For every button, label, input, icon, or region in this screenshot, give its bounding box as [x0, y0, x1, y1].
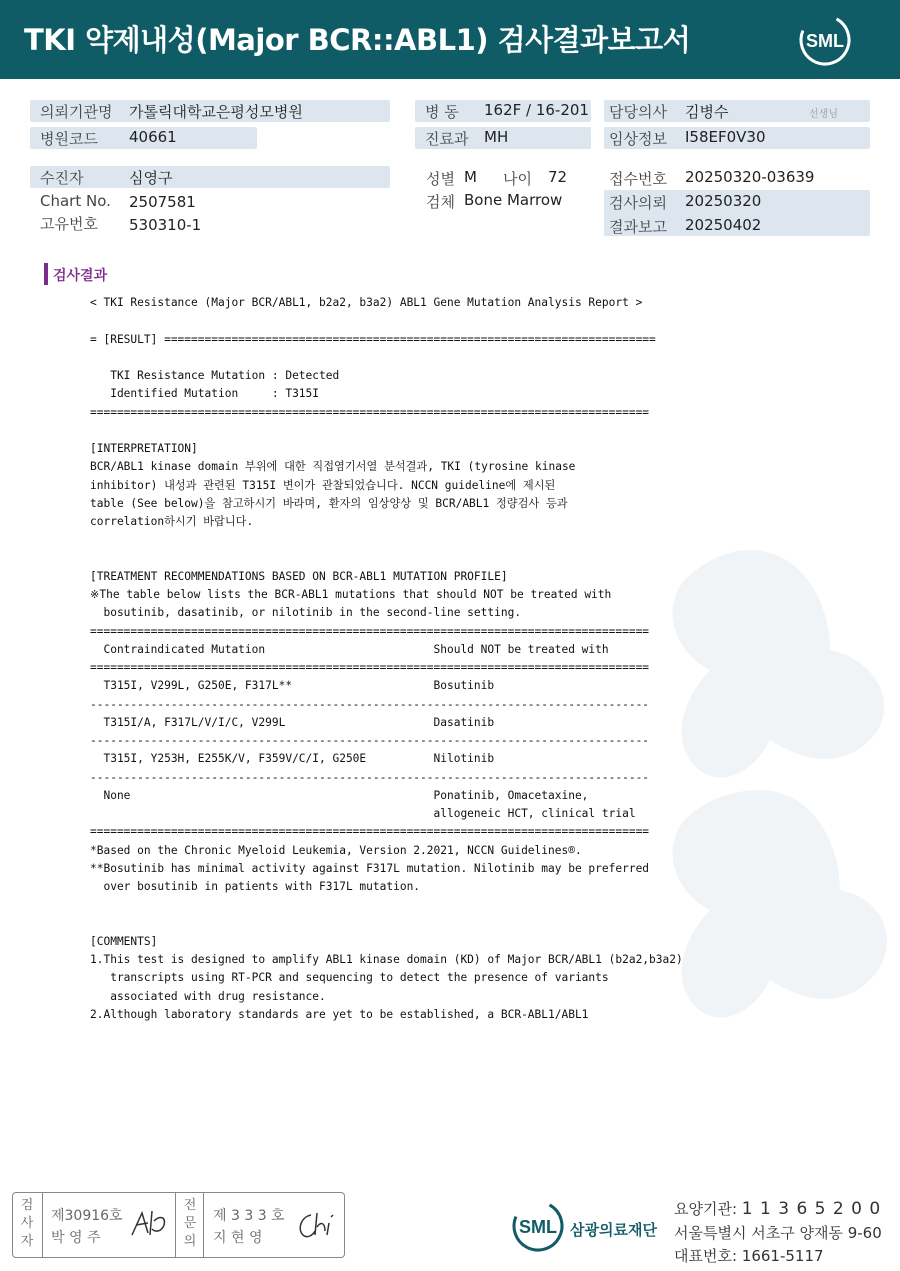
organization-name: 삼광의료재단: [570, 1221, 657, 1239]
report-line: -----------------------------------------------------------------------------------: [90, 697, 650, 711]
doctor-label: 담당의사: [609, 103, 667, 121]
phone-line: [674, 1245, 824, 1266]
report-line: transcripts using RT-PCR and sequencing to detect the presence of variants: [90, 971, 609, 985]
report-line: [90, 550, 690, 568]
report-line: ===================================================================================: [90, 405, 650, 419]
report-line: associated with drug resistance.: [90, 989, 326, 1003]
sex-label: 성별: [426, 170, 455, 188]
care-code-value: 1 1 3 6 5 2 0 0: [741, 1199, 882, 1219]
report-line: None Ponatinib, Omacetaxine,: [90, 788, 589, 802]
report-line: 2.Although laboratory standards are yet to be established, a BCR-ABL1/ABL1: [90, 1007, 589, 1021]
report-line: inhibitor) 내성과 관련된 T315I 변이가 관찰되었습니다. NCCN guideline에 제시된: [90, 478, 556, 492]
report-line: = [RESULT] =========================================================================: [90, 332, 656, 346]
svg-text:SML: SML: [806, 31, 844, 51]
clinical-info-label: 임상정보: [609, 130, 667, 148]
report-line: [INTERPRETATION]: [90, 442, 198, 455]
result-report-label: 결과보고: [609, 218, 667, 236]
report-line: [TREATMENT RECOMMENDATIONS BASED ON BCR-ABL1 MUTATION PROFILE]: [90, 569, 508, 583]
examiner-signature-icon: [128, 1207, 170, 1241]
doctor-suffix: 선생님: [809, 109, 838, 120]
chart-no-value: 2507581: [129, 193, 196, 211]
section-accent-bar: [44, 263, 48, 285]
requesting-institution-value: 가톨릭대학교은평성모병원: [129, 103, 303, 121]
care-code-line: [674, 1198, 881, 1219]
report-title: TKI 약제내성(Major BCR::ABL1) 검사결과보고서: [24, 23, 691, 57]
age-value: 72: [548, 168, 568, 186]
report-line: ===================================================================================: [90, 661, 650, 674]
report-line: ===================================================================================: [90, 624, 650, 638]
report-line: [90, 915, 690, 933]
report-line: [90, 349, 690, 367]
department-value: MH: [484, 128, 509, 146]
report-line: ===================================================================================: [90, 825, 650, 839]
result-report-value: 20250402: [685, 216, 762, 234]
hospital-code-value: 40661: [129, 128, 177, 146]
hospital-code-label: 병원코드: [40, 130, 98, 148]
report-line: Identified Mutation : T315I: [90, 387, 320, 401]
report-body: [90, 294, 690, 1024]
age-label: 나이: [503, 170, 532, 188]
test-request-value: 20250320: [685, 192, 762, 210]
report-line: [90, 896, 690, 914]
specimen-label: 검체: [426, 193, 455, 211]
sml-logo-icon: [797, 12, 853, 68]
clinical-info-value: I58EF0V30: [685, 128, 766, 146]
report-line: BCR/ABL1 kinase domain 부위에 대한 직접염기서열 분석결과, TKI (tyrosine kinase: [90, 460, 576, 474]
report-line: T315I, V299L, G250E, F317L** Bosutinib: [90, 679, 495, 693]
report-line: < TKI Resistance (Major BCR/ABL1, b2a2, b3a2) ABL1 Gene Mutation Analysis Report >: [90, 296, 643, 309]
report-line: T315I/A, F317L/V/I/C, V299L Dasatinib: [90, 715, 495, 729]
specialist-label: 전 문 의: [183, 1198, 197, 1249]
report-line: [90, 531, 690, 549]
report-line: T315I, Y253H, E255K/V, F359V/C/I, G250E Nilotinib: [90, 752, 495, 766]
signature-box: [12, 1192, 345, 1258]
section-title: 검사결과: [53, 268, 108, 284]
specialist-license: 제 3 3 3 호: [213, 1208, 285, 1224]
patient-label: 수진자: [40, 169, 84, 187]
report-header: [0, 0, 900, 79]
svg-text:SML: SML: [519, 1217, 557, 1237]
ward-value: 162F / 16-201: [484, 101, 589, 119]
examiner-name: 박 영 주: [51, 1230, 101, 1246]
department-label: 진료과: [425, 130, 469, 148]
report-line: bosutinib, dasatinib, or nilotinib in the second-line setting.: [90, 606, 522, 620]
unique-no-label: 고유번호: [40, 215, 98, 233]
report-line: table (See below)을 참고하시기 바라며, 환자의 임상양상 및 BCR/ABL1 정량검사 등과: [90, 496, 568, 510]
receipt-no-value: 20250320-03639: [685, 168, 815, 186]
examiner-label: 검 사 자: [20, 1198, 34, 1249]
requesting-institution-label: 의뢰기관명: [40, 103, 113, 121]
ward-label: 병 동: [425, 103, 459, 121]
sml-footer-logo-icon: [510, 1198, 566, 1254]
examiner-license: 제30916호: [51, 1208, 123, 1224]
report-line: *Based on the Chronic Myeloid Leukemia, Version 2.2021, NCCN Guidelines®.: [90, 843, 582, 857]
care-code-label: 요양기관:: [674, 1200, 738, 1218]
report-line: allogeneic HCT, clinical trial: [90, 807, 636, 820]
report-line: [90, 312, 690, 330]
report-line: -----------------------------------------------------------------------------------: [90, 734, 650, 747]
patient-value: 심영구: [129, 169, 173, 187]
specimen-value: Bone Marrow: [464, 191, 563, 209]
report-line: TKI Resistance Mutation : Detected: [90, 369, 340, 382]
report-line: Contraindicated Mutation Should NOT be treated with: [90, 642, 609, 656]
chart-no-label: Chart No.: [40, 192, 111, 210]
address: 서울특별시 서초구 양재동 9-60: [674, 1224, 882, 1242]
report-line: over bosutinib in patients with F317L mutation.: [90, 880, 421, 893]
unique-no-value: 530310-1: [129, 216, 202, 234]
report-line: [COMMENTS]: [90, 934, 158, 948]
report-line: 1.This test is designed to amplify ABL1 kinase domain (KD) of Major BCR/ABL1 (b2a2,b3a2): [90, 953, 683, 966]
phone-label: 대표번호:: [674, 1247, 738, 1265]
receipt-no-label: 접수번호: [609, 170, 667, 188]
specialist-signature-icon: [295, 1209, 339, 1241]
report-line: correlation하시기 바랍니다.: [90, 515, 254, 528]
report-line: [90, 422, 690, 440]
report-line: **Bosutinib has minimal activity against F317L mutation. Nilotinib may be preferred: [90, 861, 650, 875]
doctor-value: 김병수: [685, 103, 729, 121]
test-request-label: 검사의뢰: [609, 194, 667, 212]
phone-value: 1661-5117: [741, 1247, 824, 1265]
report-line: ※The table below lists the BCR-ABL1 mutations that should NOT be treated with: [90, 588, 612, 601]
report-line: -----------------------------------------------------------------------------------: [90, 770, 650, 784]
specialist-name: 지 현 영: [213, 1230, 263, 1246]
sex-value: M: [464, 168, 477, 186]
